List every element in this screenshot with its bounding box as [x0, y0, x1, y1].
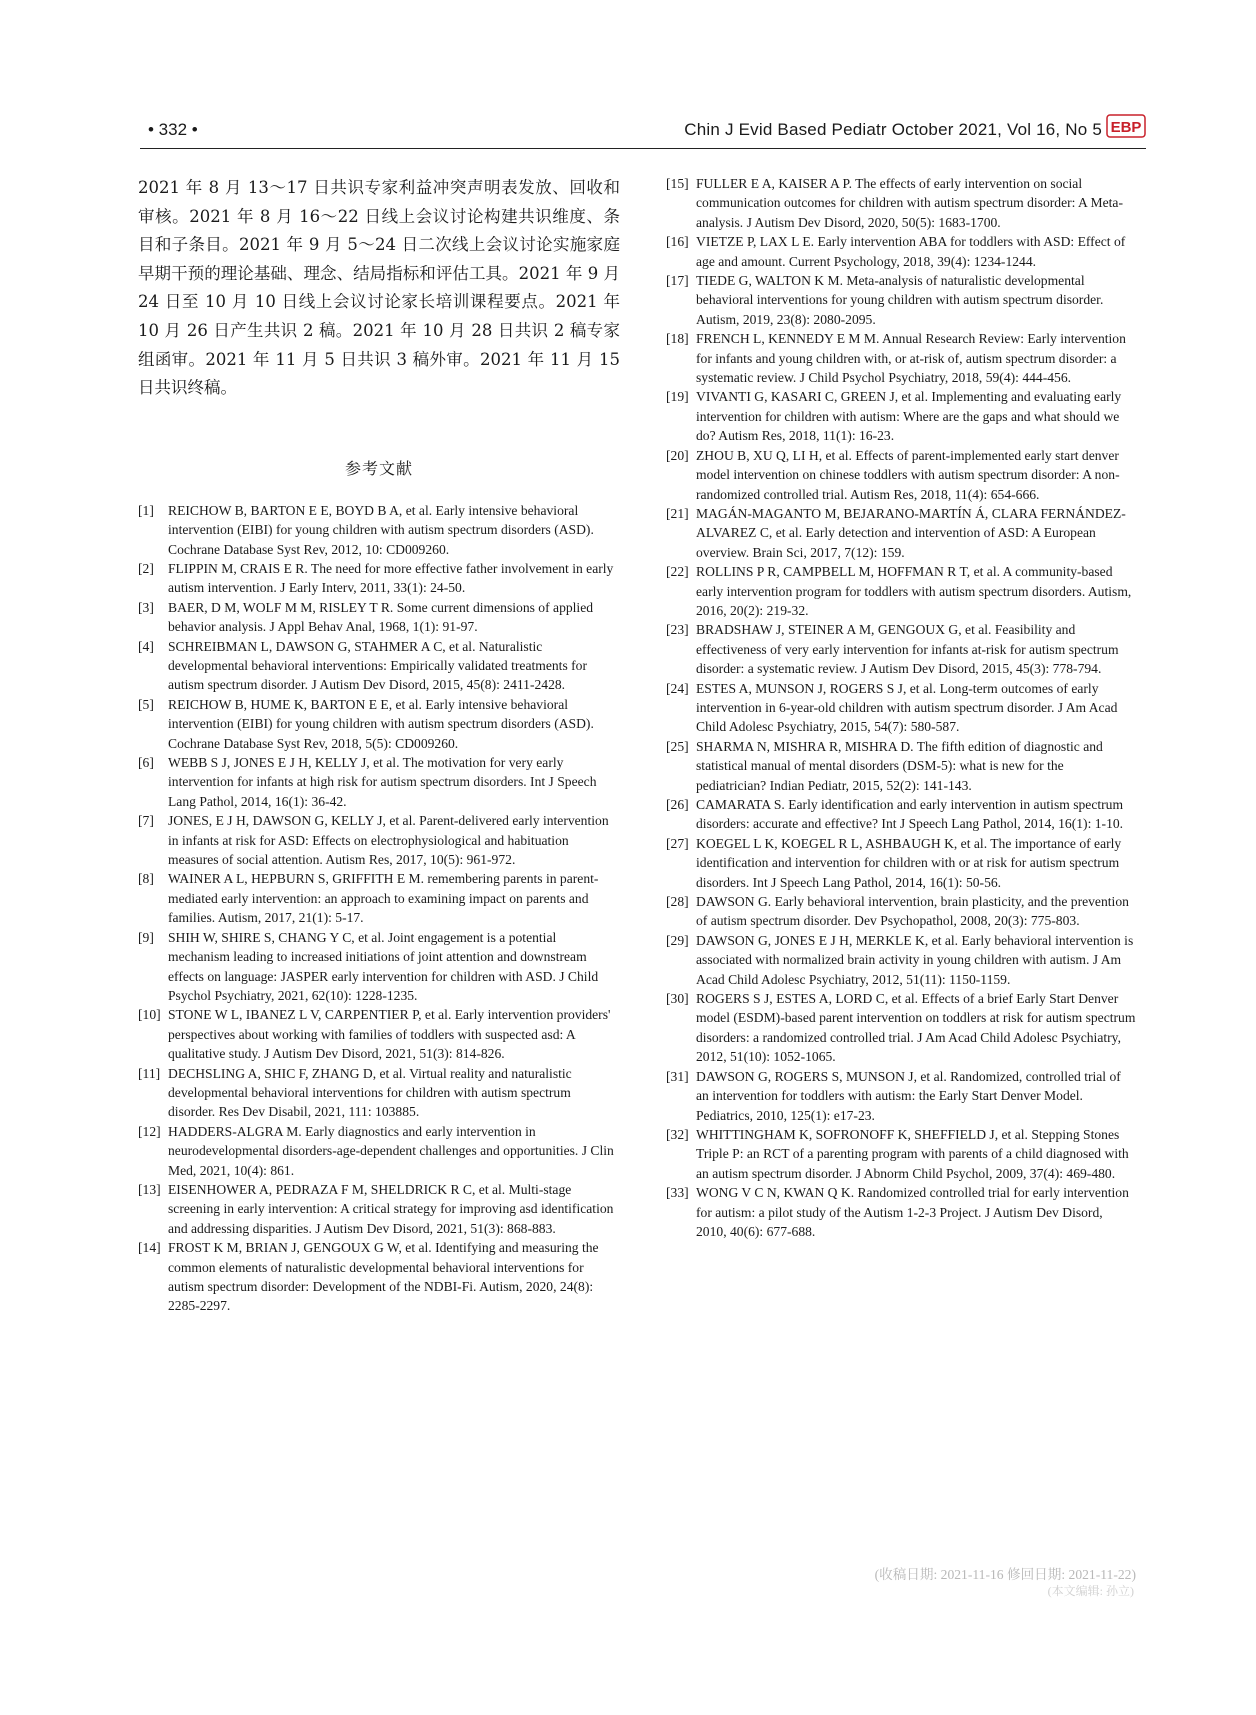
- reference-item: [138, 559, 620, 598]
- reference-item: [138, 637, 620, 695]
- reference-text: FRENCH L, KENNEDY E M M. Annual Research Review: Early intervention for infants and young children with, or at-risk of, autism spectrum disorder: a systematic review. J Child Psychol Psychiatry, 2018, 59(4): 444-456.: [696, 331, 1126, 386]
- reference-text: DAWSON G. Early behavioral intervention, brain plasticity, and the prevention of autism spectrum disorder. Dev Psychopathol, 2008, 20(3): 775-803.: [696, 894, 1129, 929]
- reference-item: [666, 562, 1136, 620]
- reference-item: [666, 989, 1136, 1067]
- reference-text: DAWSON G, ROGERS S, MUNSON J, et al. Randomized, controlled trial of an intervention for toddlers with autism: the Early Start Denver Model. Pediatrics, 2010, 125(1): e17-23.: [696, 1068, 1121, 1123]
- reference-text: VIETZE P, LAX L E. Early intervention ABA for toddlers with ASD: Effect of age and amount. Current Psychology, 2018, 39(4): 1234-1244.: [696, 234, 1126, 269]
- reference-text: FULLER E A, KAISER A P. The effects of early intervention on social communication outcomes for children with autism spectrum disorder: A Meta-analysis. J Autism Dev Disord, 2020, 50(5): 1683-1700.: [696, 176, 1123, 230]
- reference-item: [138, 1122, 620, 1180]
- references-title: 参考文献: [344, 458, 413, 478]
- reference-text: WAINER A L, HEPBURN S, GRIFFITH E M. remembering parents in parent-mediated early intervention: an approach to examining impact on parents and families. Autism, 2017, 21(1): 5-17.: [168, 871, 599, 926]
- reference-text: SCHREIBMAN L, DAWSON G, STAHMER A C, et al. Naturalistic developmental behavioral interventions: Empirically validated treatments for autism spectrum disorder. J Autism Dev Disord, 2015, 45(8): 2411-2428.: [168, 638, 587, 693]
- reference-text: REICHOW B, BARTON E E, BOYD B A, et al. Early intensive behavioral intervention (EIBI) for young children with autism spectrum disorders (ASD). Cochrane Database Syst Rev, 2012, 10: CD009260.: [168, 502, 594, 557]
- reference-text: FROST K M, BRIAN J, GENGOUX G W, et al. Identifying and measuring the common elements of naturalistic developmental behavioral interventions for autism spectrum disorder: Development of the NDBI-Fi. Autism, 2020, 24(8): 2285-2297.: [168, 1240, 599, 1314]
- reference-text: SHARMA N, MISHRA R, MISHRA D. The fifth edition of diagnostic and statistical manual of mental disorders (DSM-5): what is new for the pediatrician? Indian Pediatr, 2015, 52(2): 141-143.: [696, 738, 1103, 793]
- left-column: [138, 174, 620, 1316]
- reference-item: [666, 834, 1136, 892]
- reference-text: CAMARATA S. Early identification and early intervention in autism spectrum disorders: accurate and effective? Int J Speech Lang Pathol, 2014, 16(1): 1-10.: [696, 797, 1124, 832]
- reference-number: [10]: [138, 1007, 161, 1023]
- reference-number: [3]: [138, 599, 154, 615]
- logo-text: EBP: [1110, 119, 1142, 136]
- reference-number: [19]: [666, 389, 689, 405]
- reference-text: KOEGEL L K, KOEGEL R L, ASHBAUGH K, et al. The importance of early identification and intervention for children with or at risk for autism spectrum disorders. Int J Speech Lang Pathol, 2014, 16(1): 50-56.: [696, 835, 1122, 890]
- reference-number: [27]: [666, 835, 689, 851]
- reference-item: [138, 1180, 620, 1238]
- reference-text: HADDERS-ALGRA M. Early diagnostics and early intervention in neurodevelopmental disorders-age-dependent challenges and opportunities. J Clin Med, 2021, 10(4): 861.: [168, 1123, 614, 1178]
- reference-item: [666, 795, 1136, 834]
- reference-text: REICHOW B, HUME K, BARTON E E, et al. Early intensive behavioral intervention (EIBI) for young children with autism spectrum disorders (ASD). Cochrane Database Syst Rev, 2018, 5(5): CD009260.: [168, 696, 594, 751]
- reference-text: ZHOU B, XU Q, LI H, et al. Effects of parent-implemented early start denver model intervention on chinese toddlers with autism spectrum disorder: A non-randomized controlled trial. Autism Res, 2018, 11(4): 654-666.: [696, 447, 1120, 502]
- reference-text: BAER, D M, WOLF M M, RISLEY T R. Some current dimensions of applied behavior analysis. J Appl Behav Anal, 1968, 1(1): 91-97.: [168, 599, 594, 635]
- reference-item: [666, 892, 1136, 931]
- reference-item: [666, 679, 1136, 737]
- reference-number: [17]: [666, 273, 689, 289]
- received-revised-dates: (收稿日期: 2021-11-16 修回日期: 2021-11-22): [874, 1567, 1136, 1582]
- reference-item: [666, 504, 1136, 562]
- reference-number: [15]: [666, 176, 689, 191]
- reference-item: [138, 598, 620, 637]
- reference-item: [138, 1064, 620, 1122]
- reference-item: [138, 928, 620, 1006]
- reference-number: [20]: [666, 447, 689, 463]
- reference-number: [14]: [138, 1240, 161, 1256]
- reference-text: DAWSON G, JONES E J H, MERKLE K, et al. Early behavioral intervention is associated with normalized brain activity in young children with autism. J Am Acad Child Adolesc Psychiatry, 2012, 51(11): 1150-1159.: [696, 932, 1134, 987]
- references-list-right: [666, 174, 1136, 1241]
- reference-text: MAGÁN-MAGANTO M, BEJARANO-MARTÍN Á, CLARA FERNÁNDEZ-ALVAREZ C, et al. Early detection and intervention of ASD: A European overview. Brain Sci, 2017, 7(12): 159.: [696, 505, 1126, 560]
- reference-text: SHIH W, SHIRE S, CHANG Y C, et al. Joint engagement is a potential mechanism leading to increased initiations of joint attention and downstream effects on language: JASPER early intervention for children with ASD. J Child Psychol Psychiatry, 2021, 62(10): 1228-1235.: [168, 929, 599, 1003]
- reference-item: [666, 1183, 1136, 1241]
- reference-number: [22]: [666, 564, 689, 580]
- reference-number: [8]: [138, 871, 154, 887]
- reference-number: [29]: [666, 932, 689, 948]
- journal-logo: [1106, 112, 1146, 140]
- reference-number: [28]: [666, 894, 689, 910]
- reference-number: [12]: [138, 1123, 161, 1139]
- reference-item: [138, 695, 620, 753]
- reference-number: [2]: [138, 560, 154, 576]
- reference-item: [138, 753, 620, 811]
- reference-item: [666, 931, 1136, 989]
- reference-item: [666, 620, 1136, 678]
- reference-number: [30]: [666, 991, 689, 1007]
- reference-number: [6]: [138, 755, 154, 771]
- reference-number: [32]: [666, 1126, 689, 1142]
- reference-text: EISENHOWER A, PEDRAZA F M, SHELDRICK R C, et al. Multi-stage screening in early intervention: A critical strategy for improving asd identification and addressing disparities. J Autism Dev Disord, 2021, 51(3): 868-883.: [168, 1181, 614, 1236]
- reference-text: DECHSLING A, SHIC F, ZHANG D, et al. Virtual reality and naturalistic developmental behavioral interventions for children with autism spectrum disorder. Res Dev Disabil, 2021, 111: 103885.: [168, 1065, 572, 1120]
- reference-number: [9]: [138, 929, 154, 945]
- reference-item: [138, 501, 620, 559]
- reference-item: [666, 174, 1136, 232]
- reference-item: [666, 387, 1136, 445]
- reference-number: [4]: [138, 638, 154, 654]
- reference-item: [666, 329, 1136, 387]
- reference-number: [24]: [666, 680, 689, 696]
- reference-item: [666, 446, 1136, 504]
- reference-number: [25]: [666, 738, 689, 754]
- reference-text: FLIPPIN M, CRAIS E R. The need for more effective father involvement in early autism intervention. J Early Interv, 2011, 33(1): 24-50.: [168, 560, 614, 596]
- reference-item: [138, 1238, 620, 1316]
- reference-text: ROLLINS P R, CAMPBELL M, HOFFMAN R T, et al. A community-based early intervention program for toddlers with autism spectrum disorders. Autism, 2016, 20(2): 219-32.: [696, 564, 1132, 618]
- right-column: [666, 174, 1136, 1241]
- reference-text: JONES, E J H, DAWSON G, KELLY J, et al. Parent-delivered early intervention in infants at risk for ASD: Effects on electrophysiological and habituation measures of social attention. Autism Res, 2017, 10(5): 961-972.: [168, 813, 609, 868]
- reference-text: ESTES A, MUNSON J, ROGERS S J, et al. Long-term outcomes of early intervention in 6-year-old children with autism spectrum disorder. J Am Acad Child Adolesc Psychiatry, 2015, 54(7): 580-587.: [696, 680, 1118, 735]
- reference-text: WHITTINGHAM K, SOFRONOFF K, SHEFFIELD J, et al. Stepping Stones Triple P: an RCT of a parenting program with parents of a child diagnosed with an autism spectrum disorder. J Abnorm Child Psychol, 2009, 37(4): 469-480.: [696, 1126, 1129, 1181]
- reference-text: WONG V C N, KWAN Q K. Randomized controlled trial for early intervention for autism: a pilot study of the Autism 1-2-3 Project. J Autism Dev Disord, 2010, 40(6): 677-688.: [696, 1185, 1129, 1239]
- reference-item: [138, 811, 620, 869]
- reference-text: BRADSHAW J, STEINER A M, GENGOUX G, et al. Feasibility and effectiveness of very early intervention for infants at-risk for autism spectrum disorder: a systematic review. J Autism Dev Disord, 2015, 45(3): 778-794.: [696, 622, 1119, 677]
- references-list-left: [138, 501, 620, 1316]
- reference-number: [23]: [666, 622, 689, 638]
- reference-text: WEBB S J, JONES E J H, KELLY J, et al. The motivation for very early intervention for infants at high risk for autism spectrum disorders. Int J Speech Lang Pathol, 2014, 16(1): 36-42.: [168, 755, 597, 809]
- reference-item: [666, 1125, 1136, 1183]
- body-paragraph: 2021 年 8 月 13～17 日共识专家利益冲突声明表发放、回收和审核。2021 年 8 月 16～22 日线上会议讨论构建共识维度、条目和子条目。2021 年 9 月 5～24 日二次线上会议讨论实施家庭早期干预的理论基础、理念、结局指标和评估工具。2021 年 9 月 24 日至 10 月 10 日线上会议讨论家长培训课程要点。2021 年 10 月 26 日产生共识 2 稿。2021 年 10 月 28 日共识 2 稿专家组函审。2021 年 11 月 5 日共识 3 稿外审。2021 年 11 月 15 日共识终稿。: [138, 178, 620, 398]
- reference-text: STONE W L, IBANEZ L V, CARPENTIER P, et al. Early intervention providers' perspectives about working with families of toddlers with suspected asd: A qualitative study. J Autism Dev Disord, 2021, 51(3): 814-826.: [168, 1007, 611, 1062]
- reference-text: TIEDE G, WALTON K M. Meta-analysis of naturalistic developmental behavioral interventions for young children with autism spectrum disorder. Autism, 2019, 23(8): 2080-2095.: [696, 273, 1104, 327]
- reference-item: [666, 232, 1136, 271]
- reference-number: [13]: [138, 1181, 161, 1197]
- reference-number: [7]: [138, 813, 154, 829]
- reference-number: [21]: [666, 505, 689, 521]
- reference-item: [666, 271, 1136, 329]
- reference-text: VIVANTI G, KASARI C, GREEN J, et al. Implementing and evaluating early intervention for children with autism: Where are the gaps and what should we do? Autism Res, 2018, 11(1): 16-23.: [696, 389, 1122, 444]
- reference-number: [18]: [666, 331, 689, 347]
- page-header: [140, 118, 1146, 149]
- reference-number: [1]: [138, 502, 154, 518]
- reference-item: [138, 1005, 620, 1063]
- reference-number: [33]: [666, 1185, 689, 1201]
- page-number: • 332 •: [148, 120, 198, 139]
- reference-number: [26]: [666, 797, 689, 812]
- reference-item: [138, 869, 620, 927]
- reference-number: [16]: [666, 234, 689, 250]
- editor-note: (本文编辑: 孙立): [1047, 1584, 1134, 1598]
- reference-number: [5]: [138, 696, 154, 712]
- reference-item: [666, 1067, 1136, 1125]
- reference-number: [11]: [138, 1065, 161, 1081]
- journal-citation: Chin J Evid Based Pediatr October 2021, Vol 16, No 5: [684, 120, 1102, 139]
- reference-item: [666, 737, 1136, 795]
- reference-number: [31]: [666, 1068, 689, 1084]
- reference-text: ROGERS S J, ESTES A, LORD C, et al. Effects of a brief Early Start Denver model (ESDM)-based parent intervention on toddlers at risk for autism spectrum disorders: a randomized controlled trial. J Am Acad Child Adolesc Psychiatry, 2012, 51(10): 1052-1065.: [696, 991, 1136, 1065]
